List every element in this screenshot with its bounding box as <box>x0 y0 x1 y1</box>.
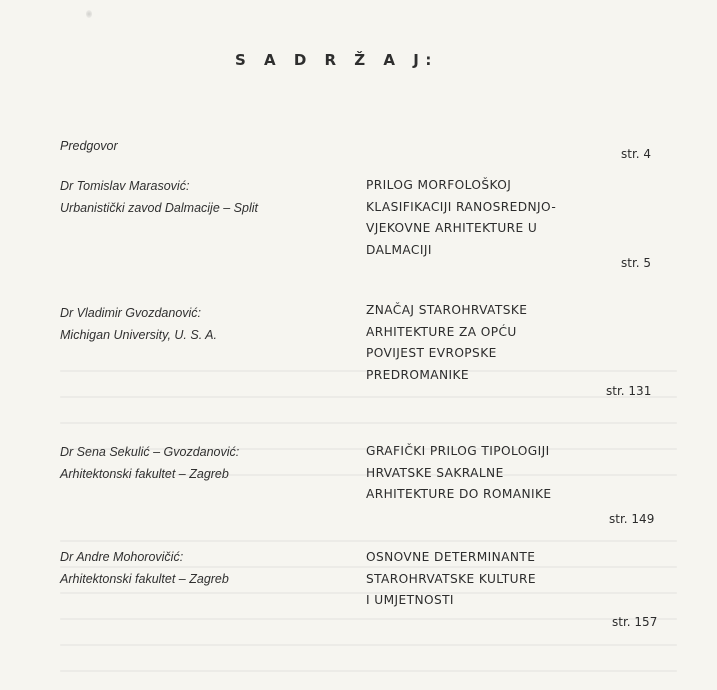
entry-title-line: POVIJEST EVROPSKE <box>366 346 497 360</box>
entry-page-number: str. 5 <box>621 256 652 270</box>
entry-author <box>60 302 217 346</box>
author-affiliation: Michigan University, U. S. A. <box>60 328 217 342</box>
entry-title-line: ZNAČAJ STAROHRVATSKE <box>366 303 528 317</box>
entry-page-number: str. 131 <box>606 384 652 398</box>
author-name: Dr Tomislav Marasović: <box>60 179 190 193</box>
entry-title-line: KLASIFIKACIJI RANOSREDNJO- <box>366 199 557 214</box>
entry-author <box>60 546 229 590</box>
entry-title-line: VJEKOVNE ARHITEKTURE U <box>366 221 538 235</box>
entry-title <box>366 547 536 612</box>
entry-title <box>366 441 552 506</box>
author-name: Dr Sena Sekulić – Gvozdanović: <box>60 445 240 459</box>
entry-title-line: ARHITEKTURE ZA OPĆU <box>366 324 517 339</box>
show-through-line <box>60 670 677 672</box>
entry-title <box>366 300 527 386</box>
entry-title-line: PREDROMANIKE <box>366 367 470 382</box>
entry-author <box>60 441 239 485</box>
preface-label: Predgovor <box>60 139 118 153</box>
author-affiliation: Arhitektonski fakultet – Zagreb <box>60 467 229 481</box>
entry-title-line: OSNOVNE DETERMINANTE <box>366 550 536 564</box>
preface-page-number: str. 4 <box>621 147 652 161</box>
show-through-line <box>60 396 677 398</box>
author-name: Dr Vladimir Gvozdanović: <box>60 306 202 320</box>
author-name: Dr Andre Mohorovičić: <box>60 550 184 564</box>
entry-page-number: str. 157 <box>612 615 658 629</box>
author-affiliation: Arhitektonski fakultet – Zagreb <box>60 572 229 586</box>
entry-title <box>366 175 556 261</box>
entry-title-line: GRAFIČKI PRILOG TIPOLOGIJI <box>366 444 550 458</box>
entry-title-line: ARHITEKTURE DO ROMANIKE <box>366 487 552 501</box>
show-through-line <box>60 422 677 424</box>
entry-title-line: DALMACIJI <box>366 242 432 257</box>
show-through-line <box>60 644 677 646</box>
paper-speck <box>86 10 92 18</box>
show-through-line <box>60 540 677 542</box>
author-affiliation: Urbanistički zavod Dalmacije – Split <box>60 201 258 215</box>
page-title: S A D R Ž A J: <box>235 51 438 69</box>
entry-title-line: PRILOG MORFOLOŠKOJ <box>366 178 512 192</box>
entry-title-line: I UMJETNOSTI <box>366 593 454 607</box>
entry-title-line: HRVATSKE SAKRALNE <box>366 465 504 480</box>
show-through-line <box>60 618 677 620</box>
entry-author <box>60 175 258 219</box>
entry-page-number: str. 149 <box>609 512 655 526</box>
entry-title-line: STAROHRVATSKE KULTURE <box>366 571 536 586</box>
